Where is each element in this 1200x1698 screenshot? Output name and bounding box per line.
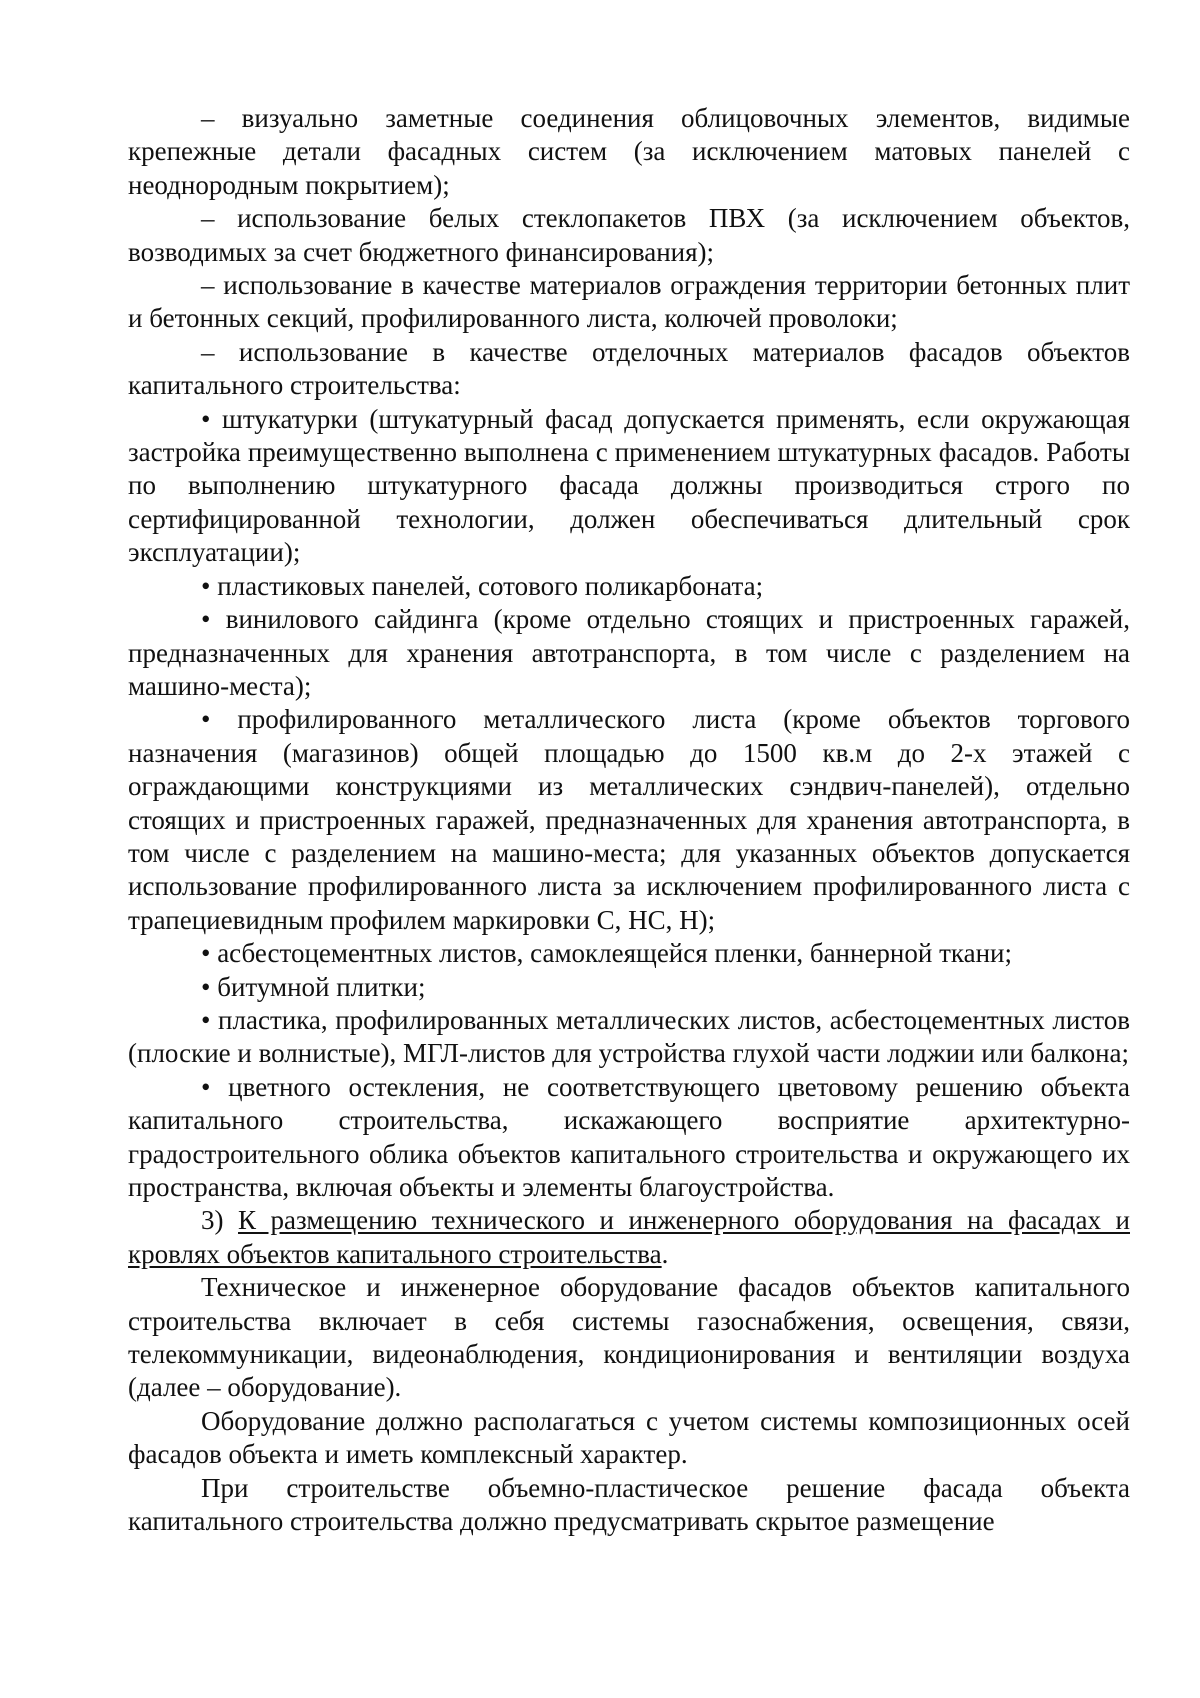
section-3-heading bbox=[128, 1204, 1130, 1271]
paragraph-fencing: – использование в качестве материалов ограждения территории бетонных плит и бетонных секций, профилированного листа, колючей проволоки; bbox=[128, 270, 1130, 334]
paragraph-pvc-windows: – использование белых стеклопакетов ПВХ (за исключением объектов, возводимых за счет бюджетного финансирования); bbox=[128, 203, 1130, 267]
bullet-colored-glazing: • цветного остекления, не соответствующего цветовому решению объекта капитального строительства, искажающего восприятие архитектурно-градостроительного облика объектов капитального строительства и окружающего их пространства, включая объекты и элементы благоустройства. bbox=[128, 1071, 1130, 1202]
bullet-plaster: • штукатурки (штукатурный фасад допускается применять, если окружающая застройка преимущественно выполнена с применением штукатурных фасадов. Работы по выполнению штукатурного фасада должны производиться строго по сертифицированной технологии, должен обеспечиваться длительный срок эксплуатации); bbox=[128, 403, 1130, 568]
bullet-asbestos-sheets: • асбестоцементных листов, самоклеящейся пленки, баннерной ткани; bbox=[201, 938, 1012, 969]
bullet-profiled-sheet: • профилированного металлического листа (кроме объектов торгового назначения (магазинов) общей площадью до 1500 кв.м до 2-х этажей с ограждающими конструкциями из металлических сэндвич-панелей), отдельно стоящих и пристроенных гаражей, предназначенных для хранения автотранспорта, в том числе с разделением на машино-места; для указанных объектов допускается использование профилированного листа за исключением профилированного листа с трапециевидным профилем маркировки С, НС, Н); bbox=[128, 704, 1130, 935]
bullet-vinyl-siding: • винилового сайдинга (кроме отдельно стоящих и пристроенных гаражей, предназначенных для хранения автотранспорта, в том числе с разделением на машино-места); bbox=[128, 604, 1130, 701]
paragraph-equipment-definition: Техническое и инженерное оборудование фасадов объектов капитального строительства включает в себя системы газоснабжения, освещения, связи, телекоммуникации, видеонаблюдения, кондиционирования и вентиляции воздуха (далее – оборудование). bbox=[128, 1272, 1130, 1403]
bullet-plastic-panels: • пластиковых панелей, сотового поликарбоната; bbox=[201, 570, 764, 601]
section-3-number: 3) bbox=[201, 1205, 239, 1236]
paragraph-equipment-placement: Оборудование должно располагаться с учетом системы композиционных осей фасадов объекта и иметь комплексный характер. bbox=[128, 1405, 1130, 1470]
paragraph-finishing-materials: – использование в качестве отделочных материалов фасадов объектов капитального строительства: bbox=[128, 336, 1130, 401]
paragraph-hidden-placement: При строительстве объемно-пластическое решение фасада объекта капитального строительства должно предусматривать скрытое размещение bbox=[128, 1472, 1130, 1537]
section-3-end: . bbox=[661, 1238, 669, 1269]
document-page bbox=[128, 102, 1130, 1538]
section-3-title: К размещению технического и инженерного оборудования на фасадах и кровлях объектов капитального строительства bbox=[128, 1205, 1130, 1269]
paragraph-joints: – визуально заметные соединения облицовочных элементов, видимые крепежные детали фасадных систем (за исключением матовых панелей с неоднородным покрытием); bbox=[128, 103, 1130, 200]
bullet-loggia-materials: • пластика, профилированных металлических листов, асбестоцементных листов (плоские и волнистые), МГЛ-листов для устройства глухой части лоджии или балкона; bbox=[128, 1004, 1130, 1069]
bullet-bitumen-tiles: • битумной плитки; bbox=[201, 971, 426, 1002]
